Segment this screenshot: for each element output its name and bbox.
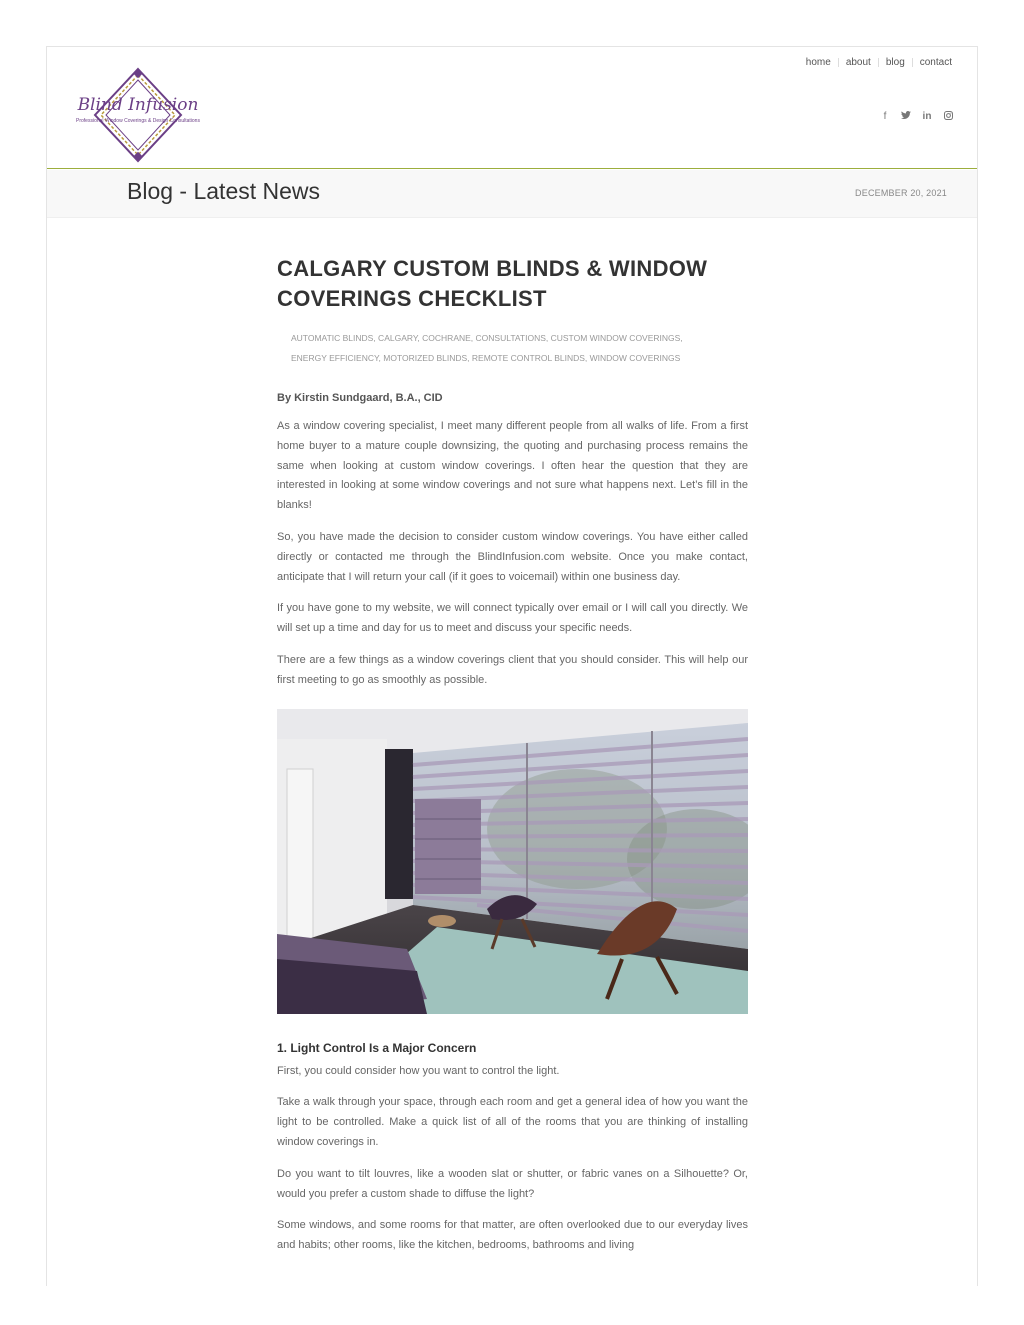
linkedin-icon[interactable]: in	[922, 111, 932, 122]
page-title: Blog - Latest News	[127, 178, 321, 204]
blog-article	[277, 254, 748, 1256]
article-paragraph: There are a few things as a window coverings client that you should consider. This will help our first meeting to go as smoothly as possible.	[277, 653, 748, 686]
article-paragraph: Do you want to tilt louvres, like a wooden slat or shutter, or fabric vanes on a Silhouette? Or, would you prefer a custom shade to diffuse the light?	[277, 1167, 748, 1200]
nav-contact-link[interactable]: contact	[919, 57, 952, 68]
logo-wordmark: Blind Infusion	[77, 95, 199, 115]
top-navigation	[799, 57, 959, 68]
article-categories	[291, 328, 748, 368]
nav-about-link[interactable]: about	[845, 57, 871, 68]
logo-tagline: Professional Window Coverings & Design Consultations	[76, 118, 200, 124]
article-paragraph: If you have gone to my website, we will connect typically over email or I will call you directly. We will set up a time and day for us to meet and discuss your specific needs.	[277, 602, 748, 635]
categories-line[interactable]: ENERGY EFFICIENCY, MOTORIZED BLINDS, REMOTE CONTROL BLINDS, WINDOW COVERINGS	[291, 353, 681, 363]
site-header	[47, 47, 977, 169]
categories-line[interactable]: AUTOMATIC BLINDS, CALGARY, COCHRANE, CONSULTATIONS, CUSTOM WINDOW COVERINGS,	[291, 333, 683, 343]
nav-home-link[interactable]: home	[805, 57, 831, 68]
instagram-icon[interactable]	[943, 111, 953, 123]
article-paragraph: First, you could consider how you want to control the light.	[277, 1064, 560, 1077]
nav-blog-link[interactable]: blog	[885, 57, 905, 68]
article-byline: By Kirstin Sundgaard, B.A., CID	[277, 392, 443, 404]
article-paragraph: As a window covering specialist, I meet many different people from all walks of life. From a first home buyer to a mature couple downsizing, the quoting and purchasing process remains the same when looking at custom window coverings. I often hear the question that they are interested in looking at some window coverings and not sure what happens next. Let’s fill in the blanks!	[277, 420, 748, 512]
twitter-icon[interactable]	[901, 111, 911, 123]
section-heading: 1. Light Control Is a Major Concern	[277, 1040, 477, 1055]
article-title: CALGARY CUSTOM BLINDS & WINDOW COVERINGS CHECKLIST	[277, 256, 708, 311]
article-paragraph: Some windows, and some rooms for that matter, are often overlooked due to our everyday lives and habits; other rooms, like the kitchen, bedrooms, bathrooms and living	[277, 1219, 748, 1252]
bedroom-blinds-photo	[277, 709, 748, 1014]
post-date: DECEMBER 20, 2021	[855, 188, 947, 198]
facebook-icon[interactable]: f	[883, 111, 887, 122]
article-paragraph: So, you have made the decision to consider custom window coverings. You have either called directly or contacted me through the BlindInfusion.com website. Once you make contact, anticipate that I will return your call (if it goes to voicemail) within one business day.	[277, 530, 748, 583]
logo-diamond-icon	[69, 67, 207, 163]
page-title-bar	[47, 170, 977, 218]
site-logo[interactable]	[69, 67, 207, 163]
article-paragraph: Take a walk through your space, through each room and get a general idea of how you want the light to be controlled. Make a quick list of all of the rooms that you are thinking of installing window coverings in.	[277, 1096, 748, 1148]
social-links	[880, 111, 953, 123]
